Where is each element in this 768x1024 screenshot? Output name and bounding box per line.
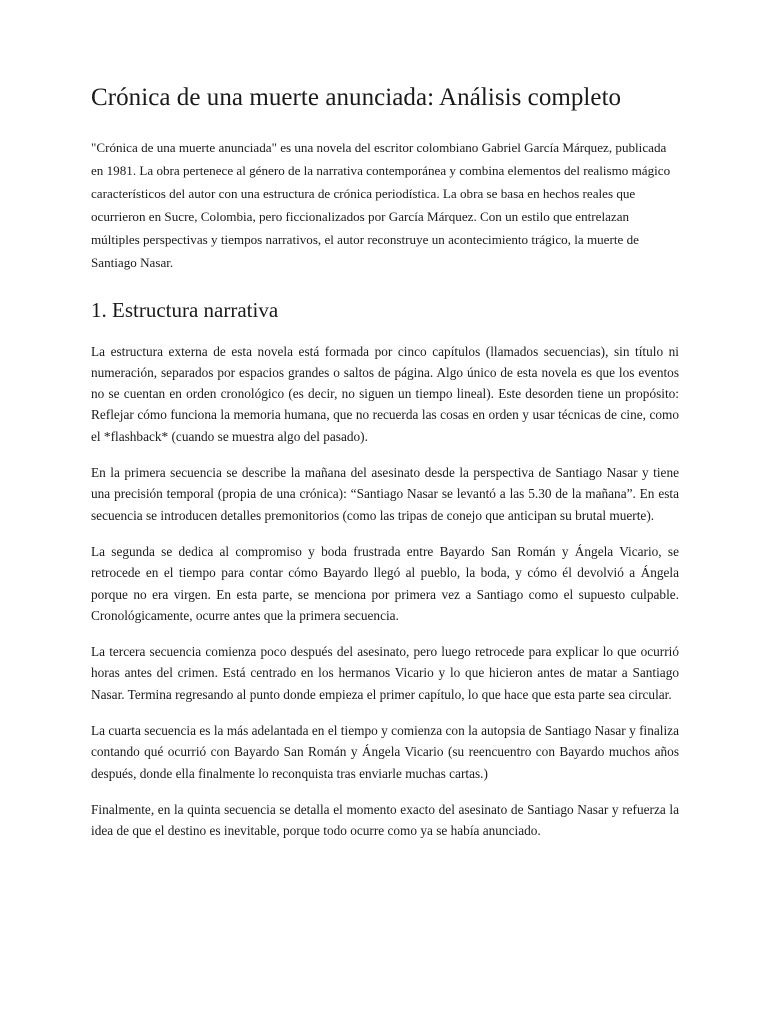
document-title: Crónica de una muerte anunciada: Análisis completo — [91, 84, 622, 111]
paragraph-tercera-secuencia: La tercera secuencia comienza poco después del asesinato, pero luego retrocede para explicar lo que ocurrió horas antes del crimen. Está centrado en los hermanos Vicario y lo que hicieron antes de matar a Santiago Nasar. Termina regresando al punto donde empieza el primer capítulo, lo que hace que esta parte sea circular. — [91, 644, 679, 702]
paragraph-estructura-externa: La estructura externa de esta novela está formada por cinco capítulos (llamados secuencias), sin título ni numeración, separados por espacios grandes o saltos de página. Algo único de esta novela es que los eventos no se cuentan en orden cronológico (es decir, no siguen un tiempo lineal). Este desorden tiene un propósito: Reflejar cómo funciona la memoria humana, que no recuerda las cosas en orden y usar técnicas de cine, como el *flashback* (cuando se muestra algo del pasado). — [91, 343, 679, 444]
paragraph-segunda-secuencia: La segunda se dedica al compromiso y boda frustrada entre Bayardo San Román y Ángela Vicario, se retrocede en el tiempo para contar cómo Bayardo llegó al pueblo, la boda, y cómo él devolvió a Ángela porque no era virgen. En esta parte, se menciona por primera vez a Santiago como el supuesto culpable. Cronológicamente, ocurre antes que la primera secuencia. — [91, 543, 679, 623]
intro-paragraph: "Crónica de una muerte anunciada" es una novela del escritor colombiano Gabriel García Márquez, publicada en 1981. La obra pertenece al género de la narrativa contemporánea y combina elementos del realismo mágico característicos del autor con una estructura de crónica periodística. La obra se basa en hechos reales que ocurrieron en Sucre, Colombia, pero ficcionalizados por García Márquez. Con un estilo que entrelazan múltiples perspectivas y tiempos narrativos, el autor reconstruye un acontecimiento trágico, la muerte de Santiago Nasar. — [91, 140, 671, 271]
paragraph-cuarta-secuencia: La cuarta secuencia es la más adelantada en el tiempo y comienza con la autopsia de Santiago Nasar y finaliza contando qué ocurrió con Bayardo San Román y Ángela Vicario (su reencuentro con Bayardo muchos años después, donde ella finalmente lo reconquista tras enviarle muchas cartas.) — [91, 723, 679, 781]
section-heading-estructura-narrativa: 1. Estructura narrativa — [91, 297, 279, 322]
paragraph-quinta-secuencia: Finalmente, en la quinta secuencia se detalla el momento exacto del asesinato de Santiago Nasar y refuerza la idea de que el destino es inevitable, porque todo ocurre como ya se había anunciado. — [91, 801, 679, 839]
paragraph-primera-secuencia: En la primera secuencia se describe la mañana del asesinato desde la perspectiva de Santiago Nasar y tiene una precisión temporal (propia de una crónica): “Santiago Nasar se levantó a las 5.30 de la mañana”. En esta secuencia se introducen detalles premonitorios (como las tripas de conejo que anticipan su brutal muerte). — [91, 465, 679, 523]
